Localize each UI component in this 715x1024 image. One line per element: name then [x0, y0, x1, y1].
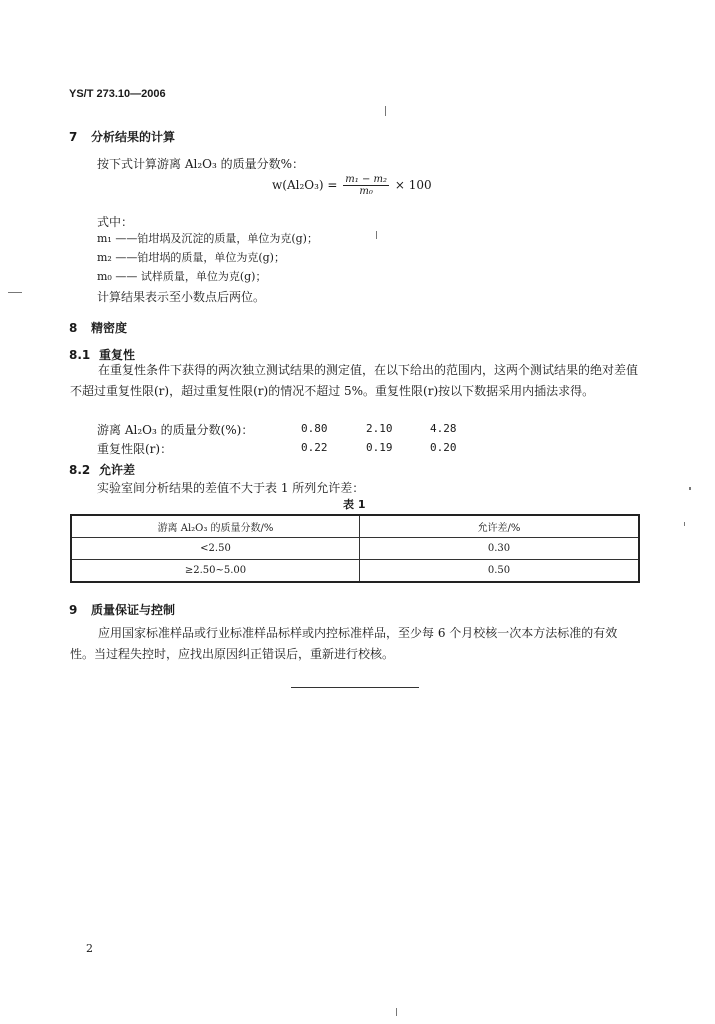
mass-fraction-value: 4.28 [430, 422, 457, 435]
section-7-heading [69, 128, 175, 145]
table-row [71, 560, 639, 583]
where-label: 式中： [97, 215, 134, 229]
scan-mark [684, 522, 685, 526]
section-title: 精密度 [91, 321, 128, 335]
repeatability-limit-label: 重复性限(r)： [97, 442, 173, 456]
page-number: 2 [86, 942, 93, 955]
formula-denominator: m₀ [359, 186, 373, 197]
formula [272, 174, 432, 197]
repeatability-limit-value: 0.19 [366, 441, 393, 454]
table-cell: ≥2.50~5.00 [71, 560, 360, 583]
section-9-heading [69, 601, 175, 618]
table-cell: 0.50 [360, 560, 640, 583]
subsection-number: 8.1 [69, 348, 91, 362]
tolerance-table [70, 514, 640, 583]
quality-paragraph: 应用国家标准样品或行业标准样品标样或内控标准样品，至少每 6 个月校核一次本方法标准的有效性。当过程失控时，应找出原因纠正错误后，重新进行校核。 [70, 626, 618, 661]
table-title: 表 1 [343, 498, 366, 511]
document-id: YS/T 273.10—2006 [69, 88, 166, 100]
repeatability-limit-value: 0.22 [301, 441, 328, 454]
scan-mark [8, 292, 22, 293]
subsection-title: 重复性 [99, 348, 136, 362]
table-cell: <2.50 [71, 538, 360, 560]
table-cell: 0.30 [360, 538, 640, 560]
rounding-note: 计算结果表示至小数点后两位。 [97, 290, 266, 304]
section-title: 质量保证与控制 [91, 603, 176, 617]
section-number: 7 [69, 130, 78, 144]
definition-m1: m₁ ——铂坩埚及沉淀的质量，单位为克(g)； [97, 232, 318, 245]
scan-mark [396, 1008, 397, 1016]
formula-lhs: w(Al₂O₃) = [272, 178, 338, 192]
calc-intro: 按下式计算游离 Al₂O₃ 的质量分数%： [97, 157, 304, 171]
subsection-title: 允许差 [99, 463, 136, 477]
formula-fraction [343, 174, 389, 197]
section-number: 8 [69, 321, 78, 335]
definition-m2: m₂ ——铂坩埚的质量，单位为克(g)； [97, 251, 285, 264]
mass-fraction-value: 2.10 [366, 422, 393, 435]
end-rule [291, 687, 419, 688]
repeatability-paragraph: 在重复性条件下获得的两次独立测试结果的测定值，在以下给出的范围内，这两个测试结果的绝对差值不超过重复性限(r)，超过重复性限(r)的情况不超过 5%。重复性限(r)按以下数据采用内插法求得。 [70, 363, 639, 398]
definition-m0: m₀ —— 试样质量，单位为克(g)； [97, 270, 267, 283]
section-title: 分析结果的计算 [91, 130, 176, 144]
formula-numerator: m₁ − m₂ [345, 174, 388, 185]
table-row [71, 538, 639, 560]
scan-mark [689, 487, 691, 490]
scan-mark [376, 231, 377, 239]
section-number: 9 [69, 603, 78, 617]
section-8-2-heading [69, 461, 135, 478]
mass-fraction-label: 游离 Al₂O₃ 的质量分数(%)： [97, 423, 254, 437]
mass-fraction-value: 0.80 [301, 422, 328, 435]
subsection-number: 8.2 [69, 463, 91, 477]
section-8-heading [69, 319, 127, 336]
scan-mark [385, 106, 386, 116]
tolerance-intro: 实验室间分析结果的差值不大于表 1 所列允许差： [97, 481, 365, 495]
repeatability-limit-value: 0.20 [430, 441, 457, 454]
formula-rhs: × 100 [394, 178, 432, 192]
table-header-cell: 游离 Al₂O₃ 的质量分数/% [71, 515, 360, 538]
table-header-row [71, 515, 639, 538]
table-header-cell: 允许差/% [360, 515, 640, 538]
